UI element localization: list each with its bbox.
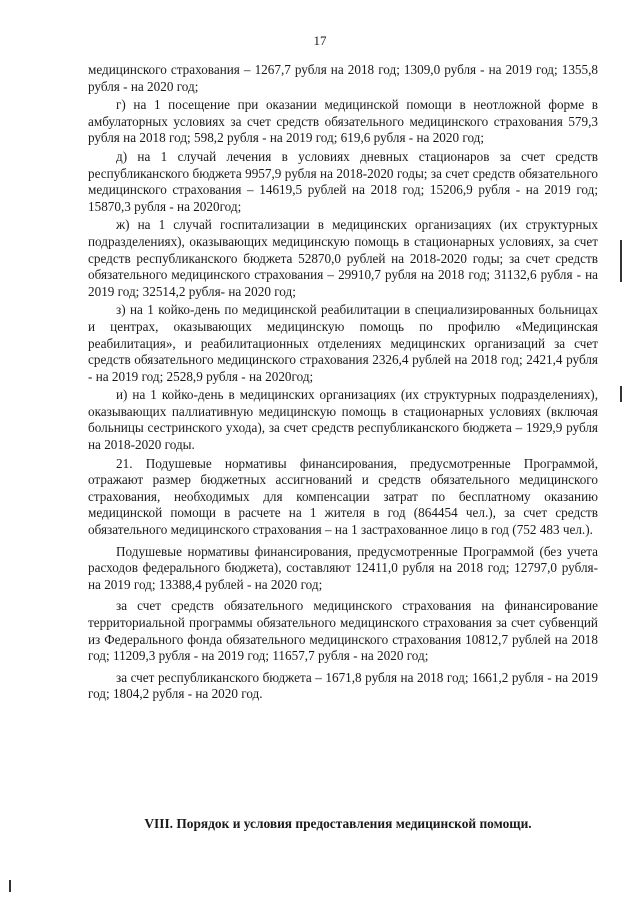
paragraph-oms-funding: за счет средств обязательного медицинского страхования на финансирование территориальной программы обязательного медицинского страхования за счет субвенций из Федерального фонда обязательного медицинского страхования 10812,7 рублей на 2018 год; 11209,3 рубля - на 2019 год; 11657,7 рубля - на 2020 год; [88, 598, 598, 664]
paragraph-item-g: г) на 1 посещение при оказании медицинской помощи в неотложной форме в амбулаторных условиях за счет средств обязательного медицинского страхования 579,3 рубля на 2018 год; 598,2 рубля - на 2019 год; 619,6 рубля - на 2020 год; [88, 97, 598, 146]
scan-mark [9, 880, 11, 892]
paragraph-continuation: медицинского страхования – 1267,7 рубля на 2018 год; 1309,0 рубля - на 2019 год; 1355,8 рубля - на 2020 год; [88, 62, 598, 94]
document-body [88, 62, 598, 705]
paragraph-republic-budget: за счет республиканского бюджета – 1671,8 рубля на 2018 год; 1661,2 рубля - на 2019 год; 1804,2 рубля - на 2020 год. [88, 669, 598, 702]
paragraph-per-capita: Подушевые нормативы финансирования, предусмотренные Программой (без учета расходов федерального бюджета), составляют 12411,0 рубля на 2018 год; 12797,0 рубля- на 2019 год; 13388,4 рублей - на 2020 год; [88, 543, 598, 592]
paragraph-item-zh: ж) на 1 случай госпитализации в медицинских организациях (их структурных подразделениях), оказывающих медицинскую помощь в стационарных условиях, за счет средств республиканского бюджета 52870,0 рублей на 2018-2020 годы; за счет средств обязательного медицинского страхования – 29910,7 рубля на 2018 год; 31132,6 рубля - на 2019 год; 32514,2 рубля- на 2020 год; [88, 217, 598, 299]
paragraph-item-d: д) на 1 случай лечения в условиях дневных стационаров за счет средств республиканского бюджета 9957,9 рубля на 2018-2020 годы; за счет средств обязательного медицинского страхования – 14619,5 рублей на 2018 год; 15206,9 рубля - на 2019 год; 15870,3 рубля - на 2020год; [88, 148, 598, 214]
section-heading: VIII. Порядок и условия предоставления медицинской помощи. [144, 816, 532, 831]
paragraph-21: 21. Подушевые нормативы финансирования, предусмотренные Программой, отражают размер бюджетных ассигнований и средств обязательного медицинского страхования, необходимых для компенсации затрат по бесплатному оказанию медицинской помощи в расчете на 1 жителя в год (864454 чел.), за счет средств обязательного медицинского страхования – на 1 застрахованное лицо в год (752 483 чел.). [88, 455, 598, 538]
scan-mark [620, 386, 622, 402]
page-number: 17 [313, 33, 327, 48]
paragraph-item-z: з) на 1 койко-день по медицинской реабилитации в специализированных больницах и центрах, оказывающих медицинскую помощь по профилю «Медицинская реабилитация», и реабилитационных отделениях медицинских организаций за счет средств обязательного медицинского страхования 2326,4 рублей на 2018 год; 2421,4 рубля - на 2019 год; 2528,9 рубля - на 2020год; [88, 302, 598, 384]
scan-mark [620, 240, 622, 282]
paragraph-item-i: и) на 1 койко-день в медицинских организациях (их структурных подразделениях), оказывающих паллиативную медицинскую помощь в стационарных условиях (включая больницы сестринского ухода), за счет средств республиканского бюджета – 1929,9 рубля на 2018-2020 годы. [88, 387, 598, 453]
